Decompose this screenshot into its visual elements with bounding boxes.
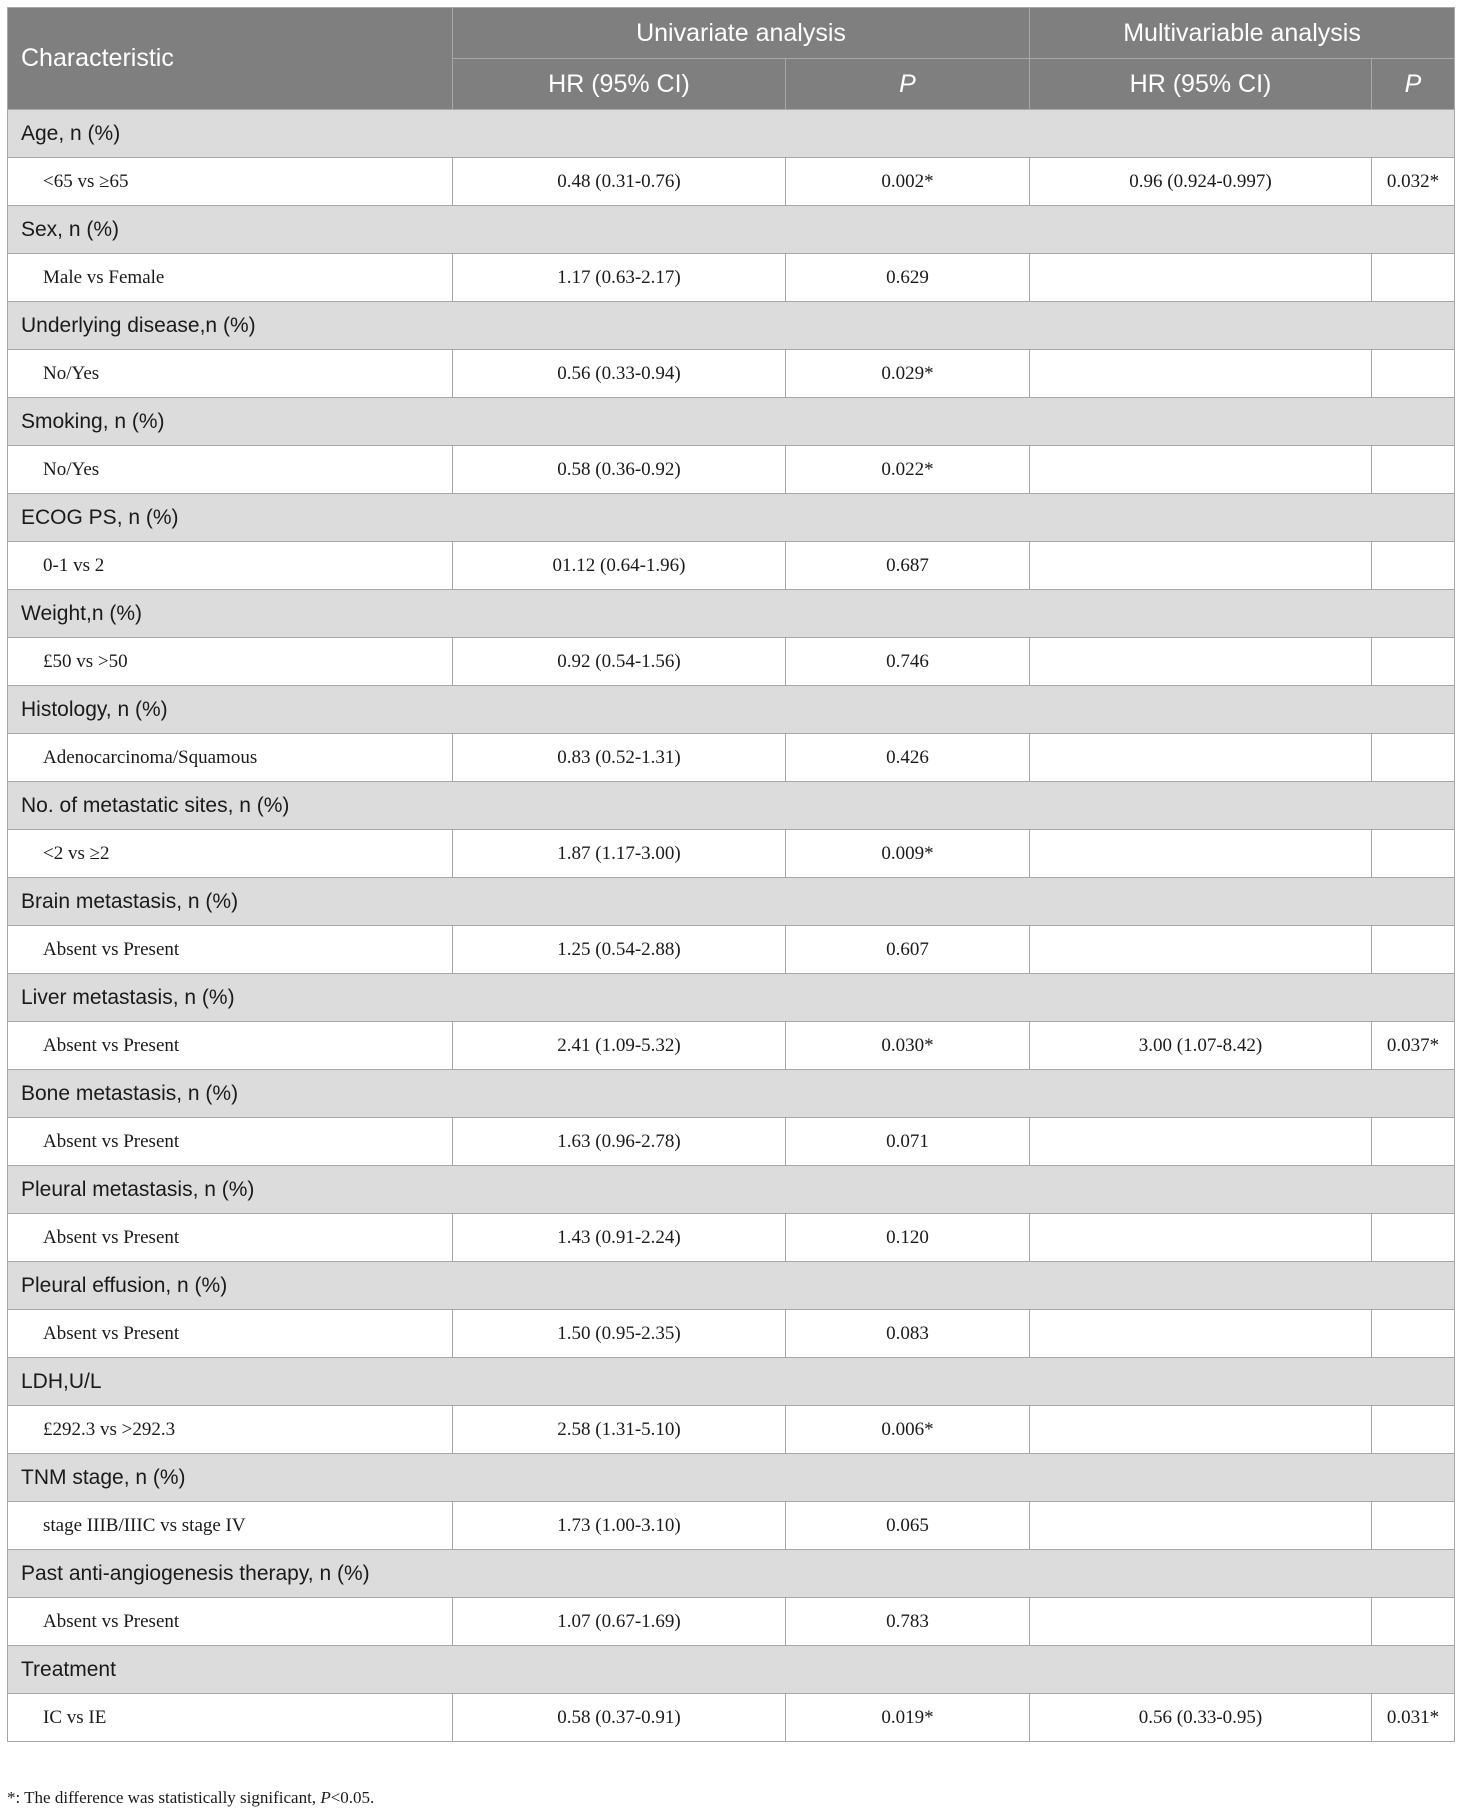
multivariable-p-cell [1372,350,1455,398]
table-row [8,926,1455,974]
comparison-label: <2 vs ≥2 [8,830,453,878]
multivariable-hr-cell [1030,1502,1372,1550]
multivariable-hr-cell [1030,1598,1372,1646]
group-row [8,206,1455,254]
univariate-hr-cell: 1.50 (0.95-2.35) [453,1310,786,1358]
univariate-hr-cell: 2.41 (1.09-5.32) [453,1022,786,1070]
univariate-p-cell: 0.019* [786,1694,1030,1742]
group-title: TNM stage, n (%) [8,1454,1455,1502]
footnote [7,1788,374,1808]
univariate-p-header: P [786,59,1030,110]
table-row [8,254,1455,302]
comparison-label: Absent vs Present [8,1118,453,1166]
multivariable-p-cell [1372,1214,1455,1262]
univariate-p-cell: 0.022* [786,446,1030,494]
comparison-label: Absent vs Present [8,1214,453,1262]
characteristic-header: Characteristic [8,8,453,110]
table-row [8,158,1455,206]
univariate-hr-cell: 0.58 (0.36-0.92) [453,446,786,494]
univariate-p-cell: 0.687 [786,542,1030,590]
table-row [8,1214,1455,1262]
comparison-label: Male vs Female [8,254,453,302]
comparison-label: IC vs IE [8,1694,453,1742]
group-title: Histology, n (%) [8,686,1455,734]
comparison-label: Adenocarcinoma/Squamous [8,734,453,782]
table-row [8,1406,1455,1454]
univariate-p-cell: 0.029* [786,350,1030,398]
footnote-p-symbol: P [320,1788,331,1807]
group-row [8,1166,1455,1214]
group-row [8,398,1455,446]
comparison-label: £50 vs >50 [8,638,453,686]
univariate-hr-cell: 1.63 (0.96-2.78) [453,1118,786,1166]
table-row [8,1694,1455,1742]
group-title: Age, n (%) [8,110,1455,158]
table-row [8,638,1455,686]
multivariable-hr-cell [1030,1118,1372,1166]
group-row [8,686,1455,734]
group-row [8,1262,1455,1310]
multivariable-p-cell: 0.031* [1372,1694,1455,1742]
univariate-p-cell: 0.607 [786,926,1030,974]
group-row [8,878,1455,926]
comparison-label: No/Yes [8,446,453,494]
footnote-text: *: The difference was statistically significant, [7,1788,321,1807]
univariate-hr-cell: 1.87 (1.17-3.00) [453,830,786,878]
univariate-p-cell: 0.065 [786,1502,1030,1550]
multivariable-hr-cell [1030,254,1372,302]
group-title: Liver metastasis, n (%) [8,974,1455,1022]
multivariable-hr-cell: 0.56 (0.33-0.95) [1030,1694,1372,1742]
multivariable-hr-cell [1030,1310,1372,1358]
multivariable-p-cell [1372,1118,1455,1166]
comparison-label: £292.3 vs >292.3 [8,1406,453,1454]
multivariable-p-cell: 0.037* [1372,1022,1455,1070]
group-row [8,782,1455,830]
univariate-p-cell: 0.071 [786,1118,1030,1166]
table-row [8,542,1455,590]
univariate-hr-cell: 1.73 (1.00-3.10) [453,1502,786,1550]
univariate-hr-cell: 01.12 (0.64-1.96) [453,542,786,590]
group-row [8,1550,1455,1598]
univariate-hr-cell: 1.17 (0.63-2.17) [453,254,786,302]
univariate-p-cell: 0.120 [786,1214,1030,1262]
table-row [8,446,1455,494]
multivariable-p-cell [1372,1310,1455,1358]
univariate-hr-cell: 0.58 (0.37-0.91) [453,1694,786,1742]
univariate-hr-cell: 0.83 (0.52-1.31) [453,734,786,782]
comparison-label: No/Yes [8,350,453,398]
footnote-threshold: <0.05. [330,1788,375,1807]
multivariable-header: Multivariable analysis [1030,8,1455,59]
multivariable-p-cell [1372,254,1455,302]
multivariable-hr-cell [1030,446,1372,494]
univariate-p-cell: 0.783 [786,1598,1030,1646]
table-row [8,350,1455,398]
group-title: Pleural effusion, n (%) [8,1262,1455,1310]
table-body [8,110,1455,1742]
group-title: Bone metastasis, n (%) [8,1070,1455,1118]
table-row [8,830,1455,878]
group-title: Smoking, n (%) [8,398,1455,446]
multivariable-p-cell [1372,542,1455,590]
comparison-label: Absent vs Present [8,1598,453,1646]
results-table-container [7,7,1454,1742]
group-title: Treatment [8,1646,1455,1694]
group-title: ECOG PS, n (%) [8,494,1455,542]
group-row [8,1358,1455,1406]
multivariable-hr-cell [1030,638,1372,686]
univariate-hr-cell: 2.58 (1.31-5.10) [453,1406,786,1454]
table-header [8,8,1455,110]
univariate-hr-cell: 1.25 (0.54-2.88) [453,926,786,974]
multivariable-p-cell [1372,926,1455,974]
table-row [8,1118,1455,1166]
group-row [8,974,1455,1022]
univariate-p-cell: 0.746 [786,638,1030,686]
multivariable-hr-cell [1030,350,1372,398]
multivariable-p-cell [1372,1406,1455,1454]
table-row [8,1022,1455,1070]
comparison-label: Absent vs Present [8,1022,453,1070]
univariate-hr-cell: 0.48 (0.31-0.76) [453,158,786,206]
group-title: Weight,n (%) [8,590,1455,638]
multivariable-hr-cell [1030,830,1372,878]
comparison-label: 0-1 vs 2 [8,542,453,590]
multivariable-p-cell [1372,446,1455,494]
univariate-p-cell: 0.426 [786,734,1030,782]
univariate-p-cell: 0.009* [786,830,1030,878]
comparison-label: Absent vs Present [8,1310,453,1358]
univariate-p-cell: 0.030* [786,1022,1030,1070]
multivariable-hr-cell [1030,1214,1372,1262]
univariate-hr-cell: 1.43 (0.91-2.24) [453,1214,786,1262]
univariate-p-cell: 0.006* [786,1406,1030,1454]
multivariable-p-cell [1372,638,1455,686]
multivariable-hr-cell [1030,926,1372,974]
univariate-hr-header: HR (95% CI) [453,59,786,110]
multivariable-p-cell [1372,1598,1455,1646]
group-title: LDH,U/L [8,1358,1455,1406]
group-row [8,110,1455,158]
univariate-p-cell: 0.629 [786,254,1030,302]
group-row [8,590,1455,638]
group-row [8,302,1455,350]
univariate-p-cell: 0.083 [786,1310,1030,1358]
multivariable-hr-cell: 3.00 (1.07-8.42) [1030,1022,1372,1070]
multivariable-hr-cell [1030,542,1372,590]
univariate-header: Univariate analysis [453,8,1030,59]
comparison-label: stage IIIB/IIIC vs stage IV [8,1502,453,1550]
multivariable-hr-cell [1030,734,1372,782]
group-title: Brain metastasis, n (%) [8,878,1455,926]
group-title: Sex, n (%) [8,206,1455,254]
group-title: No. of metastatic sites, n (%) [8,782,1455,830]
table-row [8,1502,1455,1550]
hazard-ratio-table [7,7,1455,1742]
multivariable-p-cell [1372,830,1455,878]
group-row [8,494,1455,542]
multivariable-p-cell [1372,734,1455,782]
multivariable-p-cell: 0.032* [1372,158,1455,206]
group-title: Pleural metastasis, n (%) [8,1166,1455,1214]
comparison-label: <65 vs ≥65 [8,158,453,206]
univariate-hr-cell: 1.07 (0.67-1.69) [453,1598,786,1646]
group-row [8,1454,1455,1502]
univariate-p-cell: 0.002* [786,158,1030,206]
table-row [8,734,1455,782]
multivariable-p-cell [1372,1502,1455,1550]
group-title: Underlying disease,n (%) [8,302,1455,350]
univariate-hr-cell: 0.92 (0.54-1.56) [453,638,786,686]
multivariable-hr-header: HR (95% CI) [1030,59,1372,110]
multivariable-hr-cell [1030,1406,1372,1454]
table-row [8,1598,1455,1646]
table-row [8,1310,1455,1358]
group-row [8,1070,1455,1118]
comparison-label: Absent vs Present [8,926,453,974]
group-title: Past anti-angiogenesis therapy, n (%) [8,1550,1455,1598]
multivariable-p-header: P [1372,59,1455,110]
multivariable-hr-cell: 0.96 (0.924-0.997) [1030,158,1372,206]
univariate-hr-cell: 0.56 (0.33-0.94) [453,350,786,398]
group-row [8,1646,1455,1694]
